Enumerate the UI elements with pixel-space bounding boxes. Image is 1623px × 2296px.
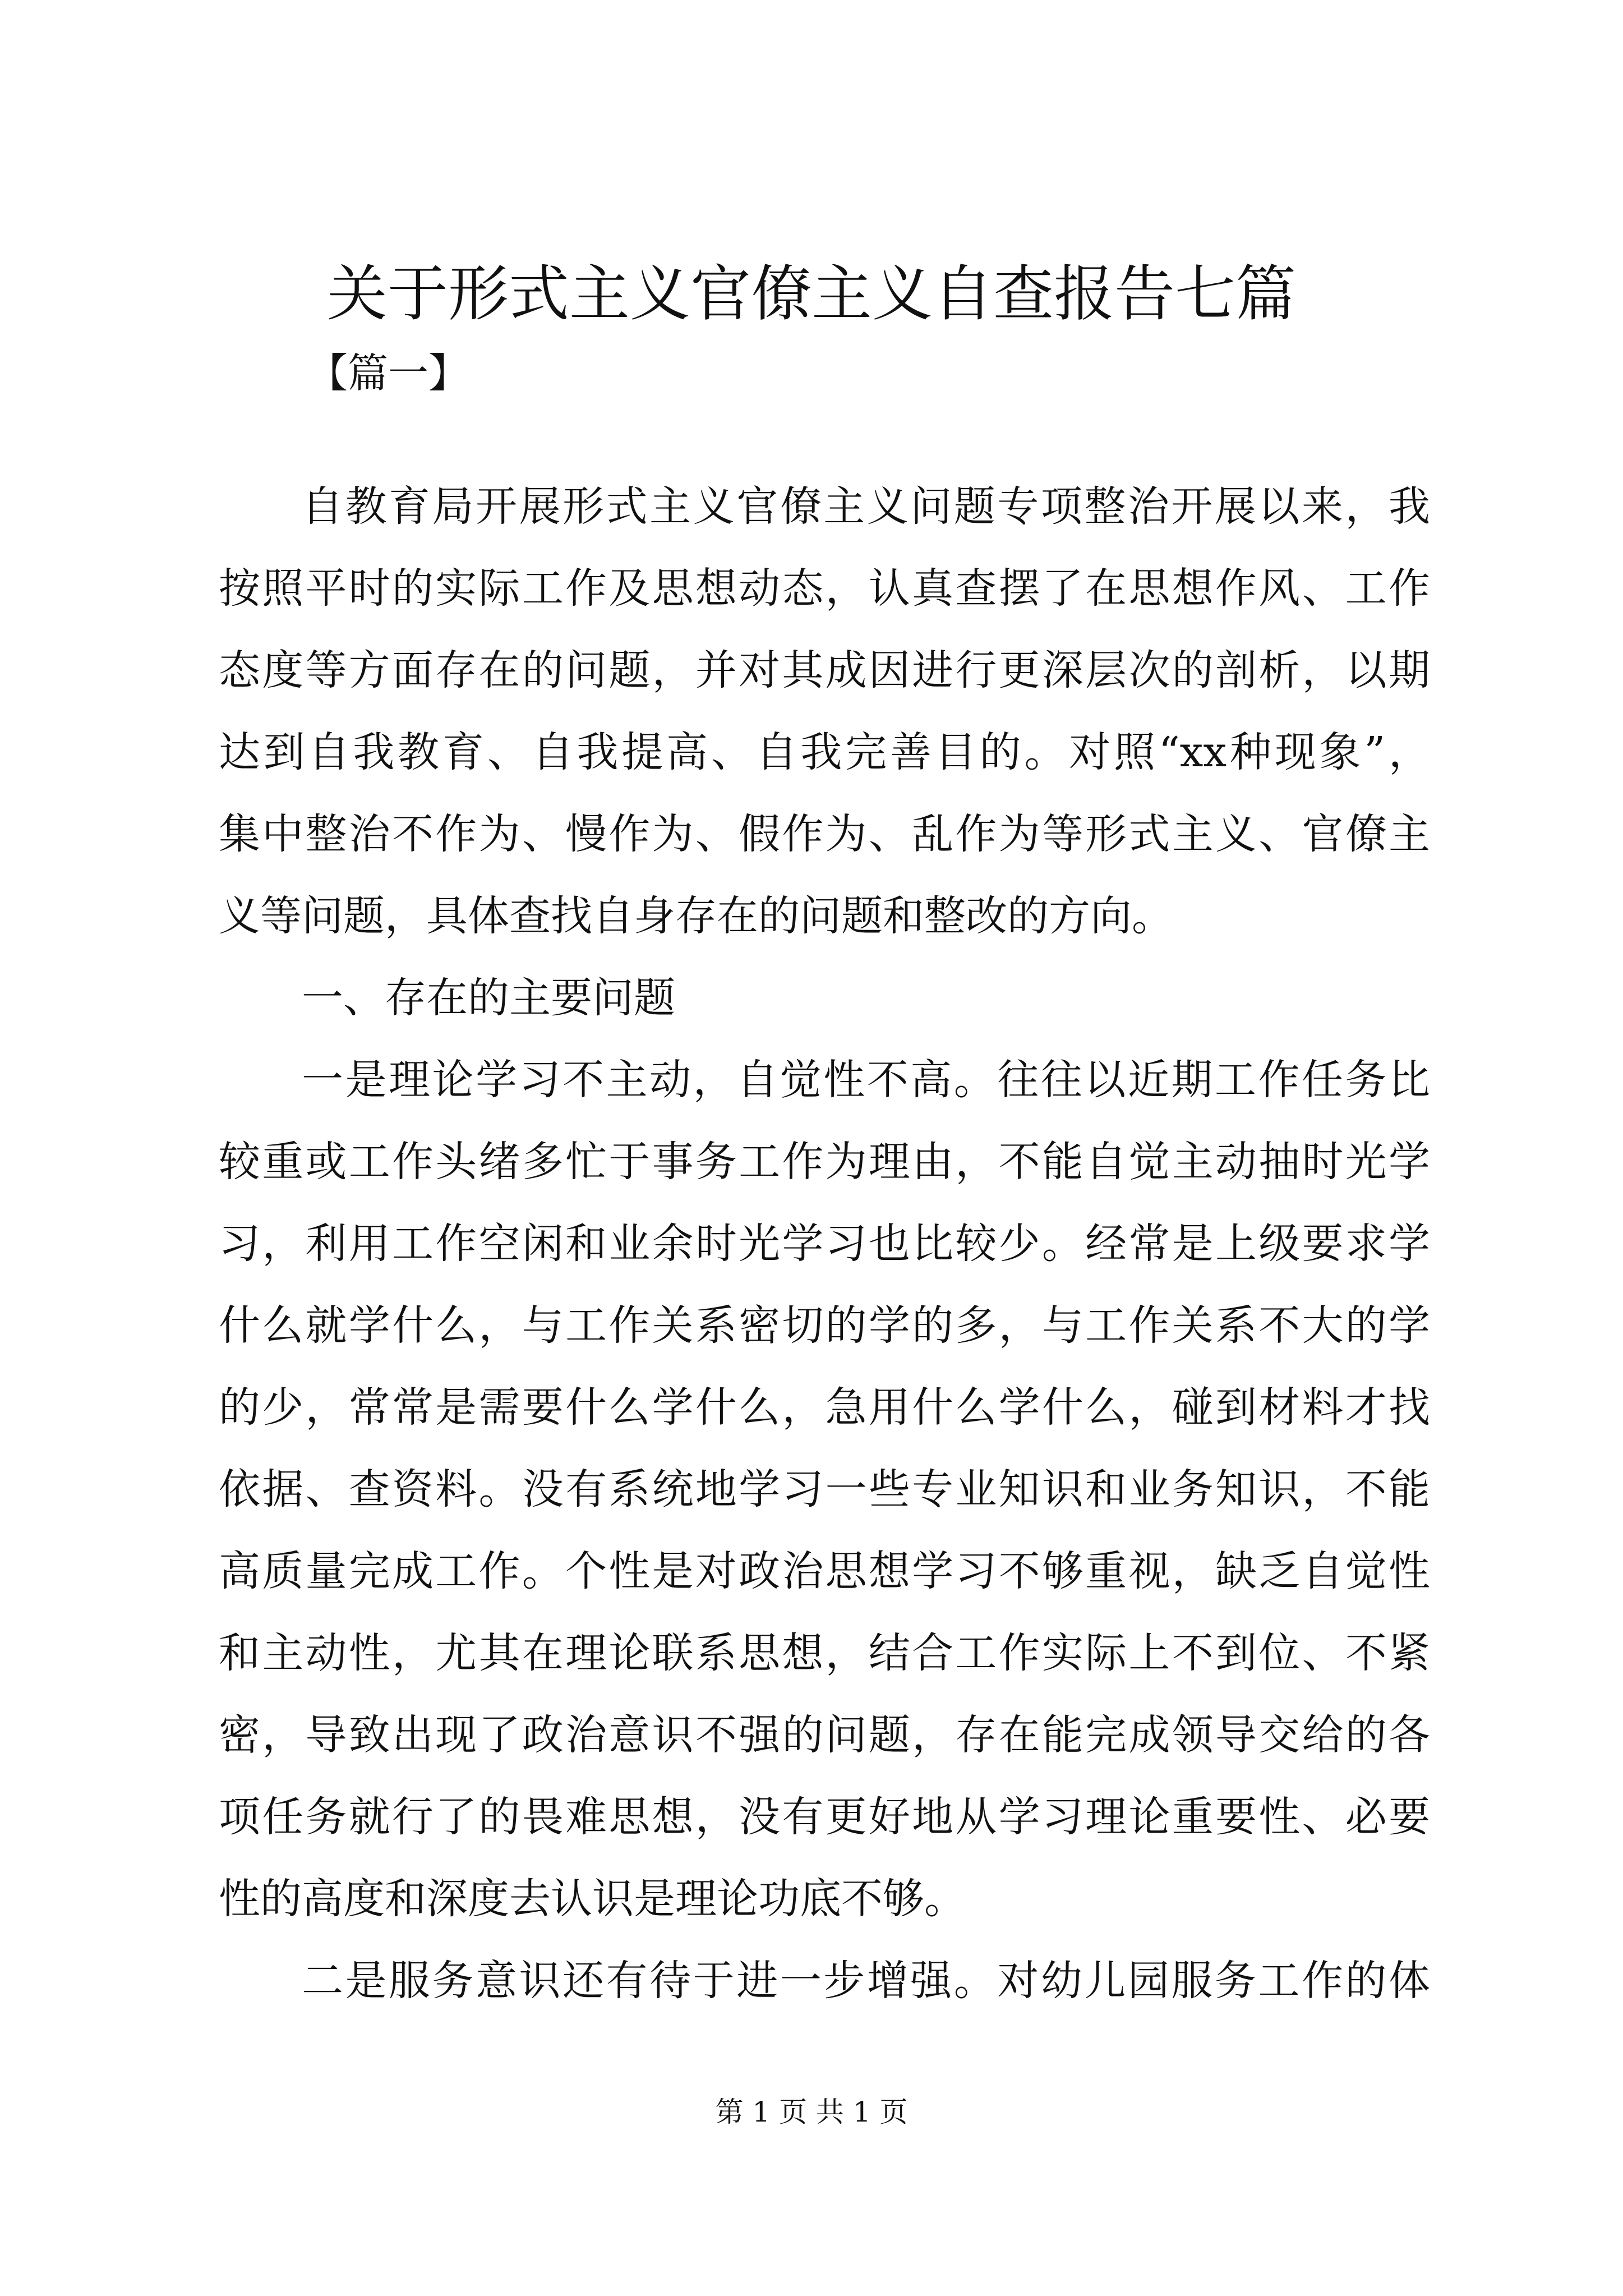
body-line: 义等问题，具体查找自身存在的问题和整改的方向。: [219, 892, 1173, 940]
document-body: [219, 466, 1430, 2022]
section-label: 【篇一】: [307, 349, 469, 397]
body-line: 依据、查资料。没有系统地学习一些专业知识和业务知识，不能: [219, 1465, 1430, 1513]
body-line: 一是理论学习不主动，自觉性不高。往往以近期工作任务比: [302, 1056, 1430, 1104]
body-line: 密，导致出现了政治意识不强的问题，存在能完成领导交给的各: [219, 1711, 1430, 1759]
page-footer: 第 1 页 共 1 页: [715, 2096, 908, 2128]
body-line: 习，利用工作空闲和业余时光学习也比较少。经常是上级要求学: [219, 1220, 1430, 1268]
body-line: 二是服务意识还有待于进一步增强。对幼儿园服务工作的体: [302, 1957, 1430, 2005]
body-line: 较重或工作头绪多忙于事务工作为理由，不能自觉主动抽时光学: [219, 1138, 1430, 1186]
body-line: 高质量完成工作。个性是对政治思想学习不够重视，缺乏自觉性: [219, 1547, 1430, 1595]
document-title: 关于形式主义官僚主义自查报告七篇: [326, 259, 1296, 329]
subsection-heading: 一、存在的主要问题: [302, 974, 675, 1022]
body-line: 集中整治不作为、慢作为、假作为、乱作为等形式主义、官僚主: [219, 810, 1430, 858]
body-line: 达到自我教育、自我提高、自我完善目的。对照“xx种现象”，: [219, 728, 1430, 776]
body-line: 自教育局开展形式主义官僚主义问题专项整治开展以来，我: [302, 482, 1430, 531]
body-line: 项任务就行了的畏难思想，没有更好地从学习理论重要性、必要: [219, 1793, 1430, 1841]
body-line: 性的高度和深度去认识是理论功底不够。: [219, 1875, 966, 1923]
body-line: 和主动性，尤其在理论联系思想，结合工作实际上不到位、不紧: [219, 1629, 1430, 1677]
body-line: 什么就学什么，与工作关系密切的学的多，与工作关系不大的学: [219, 1301, 1430, 1350]
body-line: 态度等方面存在的问题，并对其成因进行更深层次的剖析，以期: [219, 646, 1430, 694]
body-line: 按照平时的实际工作及思想动态，认真查摆了在思想作风、工作: [219, 564, 1430, 613]
body-line: 的少，常常是需要什么学什么，急用什么学什么，碰到材料才找: [219, 1383, 1430, 1432]
